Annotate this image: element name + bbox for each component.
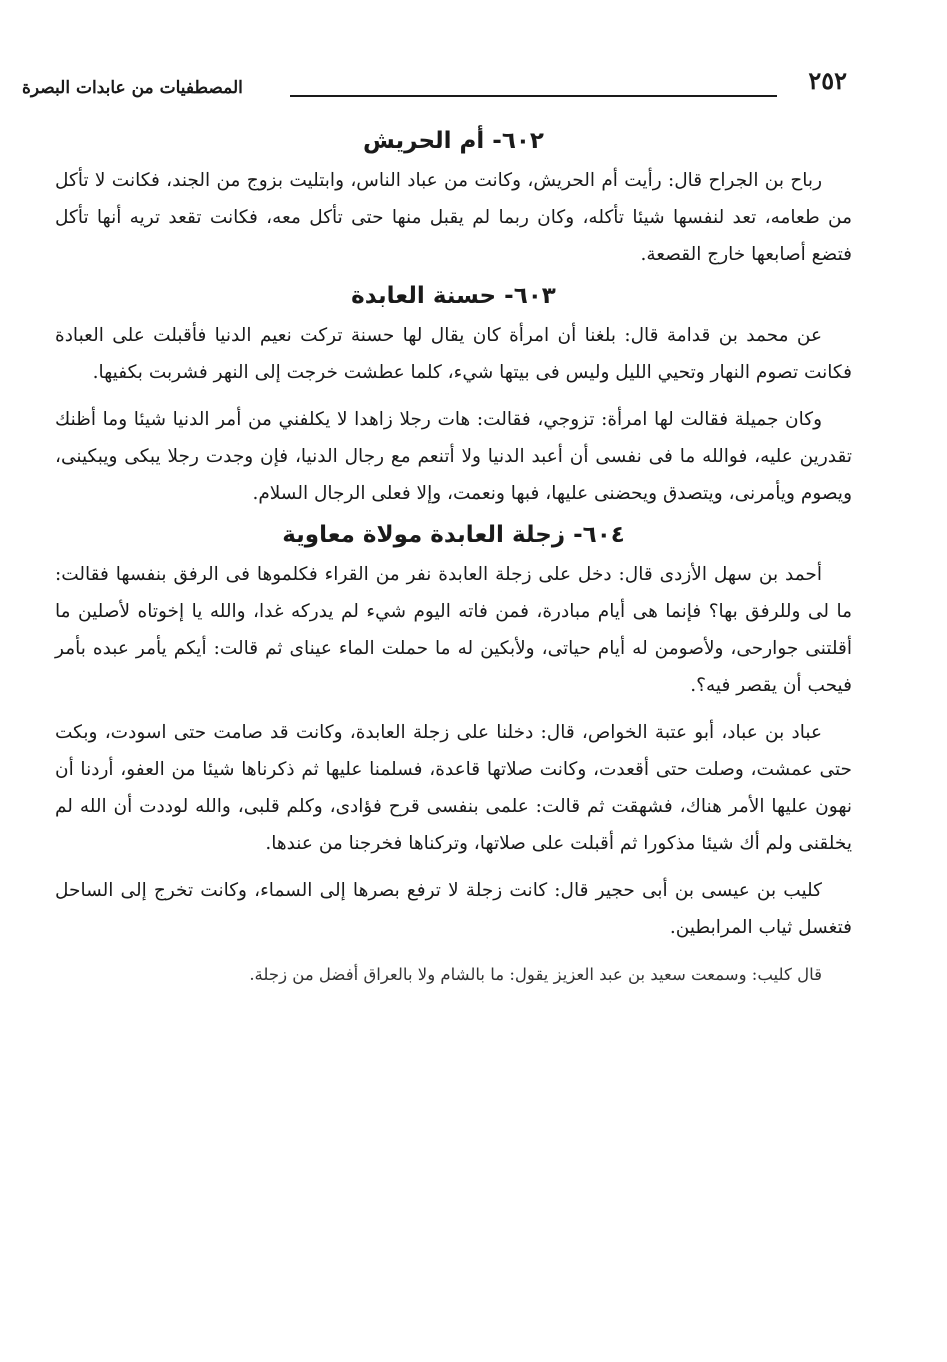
section-heading: ٦٠٣- حسنة العابدة	[351, 283, 556, 309]
paragraph: وكان جميلة فقالت لها امرأة: تزوجي، فقالت: هات رجلا زاهدا لا يكلفني من أمر الدنيا شيئا وما أظنك تقدرين عليه، فوالله ما فى نفسى أن أعبد الدنيا ولا أتنعم مع رجال الدنيا، فإن وجدت رجلا يبكى ويبكينى، ويصوم ويأمرنى، ويتصدق ويحضنى عليها، فبها ونعمت، وإلا فعلى الرجال السلام.	[55, 409, 852, 504]
running-header-title: المصطفيات من عابدات البصرة	[22, 78, 243, 98]
page-number: ٢٥٢	[808, 66, 847, 95]
page-content	[55, 122, 852, 1003]
paragraph: رباح بن الجراح قال: رأيت أم الحريش، وكانت من عباد الناس، وابتليت بزوج من الجند، فكانت لا تأكل من طعامه، تعد لنفسها شيئا تأكله، وكان ربما لم يقبل منها حتى تأكل معه، فكانت تقعد تريه أنها تأكل فتضع أصابعها خارج القصعة.	[55, 170, 852, 265]
paragraph: عباد بن عباد، أبو عتبة الخواص، قال: دخلنا على زجلة العابدة، وكانت قد صامت حتى اسودت، وبكت حتى عمشت، وصلت حتى أقعدت، وكانت صلاتها قاعدة، فسلمنا عليها ثم ذكرناها شيئا من العفو، أردنا أن نهون عليها الأمر هناك، فشهقت ثم قالت: علمى بنفسى قرح فؤادى، وكلم قلبى، والله لوددت أن الله لم يخلقنى ولم أك شيئا مذكورا ثم أقبلت على صلاتها، وتركناها فخرجنا من عندها.	[55, 722, 852, 854]
section-602	[55, 128, 852, 273]
header-rule	[290, 95, 777, 97]
section-603	[55, 283, 852, 512]
section-604	[55, 522, 852, 993]
paragraph: كليب بن عيسى بن أبى حجير قال: كانت زجلة لا ترفع بصرها إلى السماء، وكانت تخرج إلى الساحل فتغسل ثياب المرابطين.	[55, 880, 852, 938]
paragraph: عن محمد بن قدامة قال: بلغنا أن امرأة كان يقال لها حسنة تركت نعيم الدنيا فأقبلت على العبادة فكانت تصوم النهار وتحيي الليل وليس فى بيتها شيء، كلما عطشت خرجت إلى النهر فشربت بكفيها.	[55, 325, 852, 383]
section-heading: ٦٠٢- أم الحريش	[363, 128, 544, 154]
closing-note: قال كليب: وسمعت سعيد بن عبد العزيز يقول: ما بالشام ولا بالعراق أفضل من زجلة.	[249, 965, 822, 984]
section-heading: ٦٠٤- زجلة العابدة مولاة معاوية	[282, 522, 625, 548]
paragraph: أحمد بن سهل الأزدى قال: دخل على زجلة العابدة نفر من القراء فكلموها فى الرفق بنفسها فقالت: ما لى وللرفق بها؟ فإنما هى أيام مبادرة، فمن فاته اليوم شيء لم يدركه غدا، والله يا إخوتاه لأصلين ما أقلتنى جوارحى، ولأصومن له أيام حياتى، ولأبكين له ما حملت الماء عيناى ثم قالت: أيكم يأمر عبده بأمر فيحب أن يقصر فيه؟.	[55, 564, 852, 696]
